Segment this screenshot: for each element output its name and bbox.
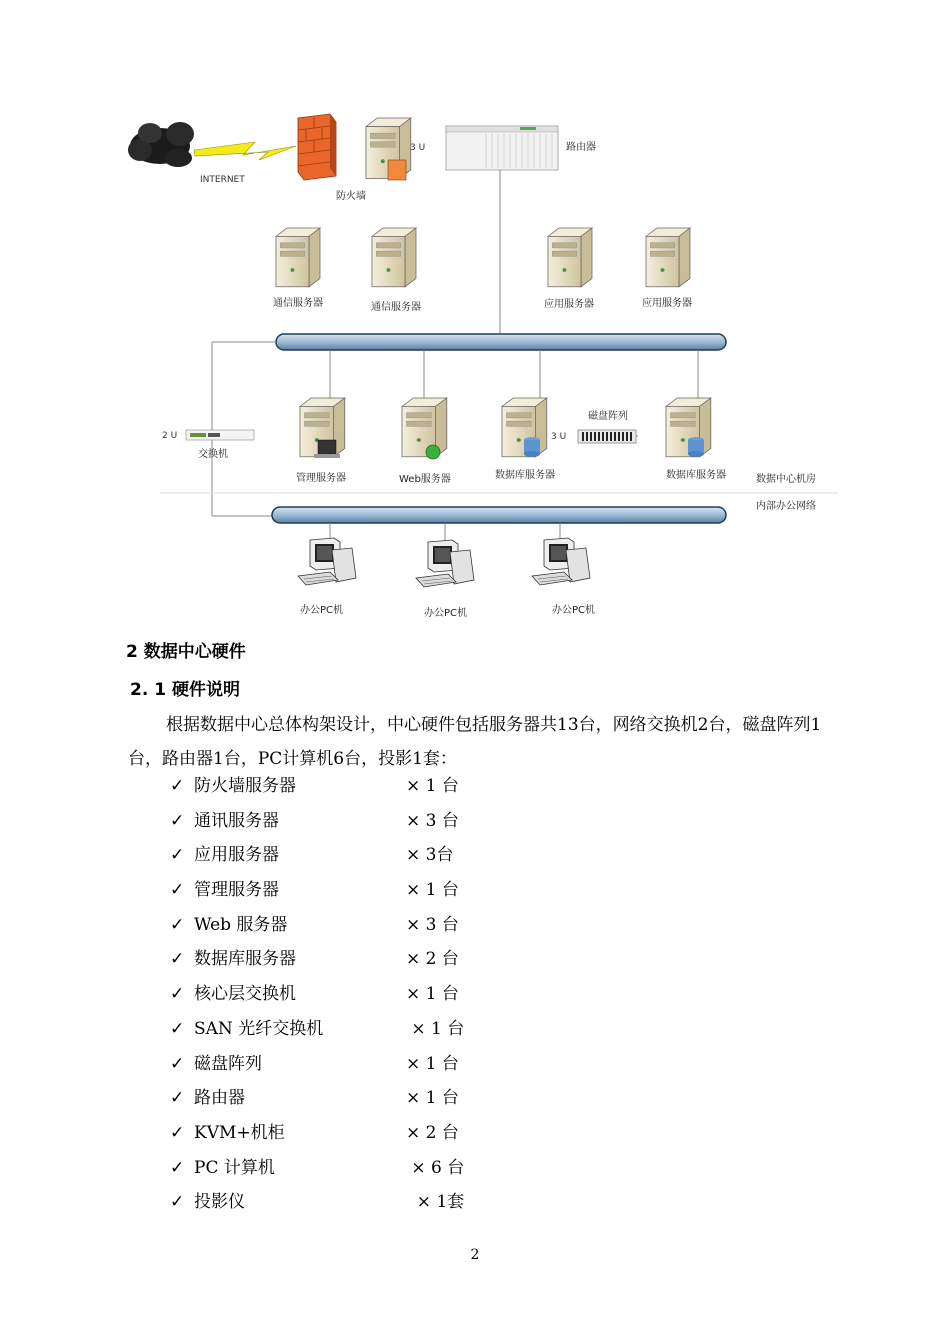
check-icon: ✓	[170, 845, 185, 866]
item-qty: × 1 台	[406, 984, 459, 1005]
pc-2-icon	[416, 540, 474, 587]
item-qty: × 2 台	[406, 949, 459, 970]
disk-array-icon	[578, 430, 636, 443]
pc-2-label: 办公PC机	[424, 608, 468, 619]
list-item	[170, 1151, 510, 1186]
item-qty: × 1 台	[406, 880, 459, 901]
list-item	[170, 838, 510, 873]
firewall-server-icon	[366, 118, 411, 180]
hardware-list	[170, 769, 510, 1220]
item-qty: × 6 台	[406, 1157, 465, 1178]
list-item	[170, 1012, 510, 1047]
comm-server-1-label: 通信服务器	[273, 298, 323, 309]
web-server-label: Web服务器	[399, 474, 451, 485]
office-network-bus	[272, 507, 726, 523]
item-qty: × 1 台	[406, 776, 459, 796]
item-name: 路由器	[194, 1088, 245, 1109]
server-3u-label: 3 U	[410, 143, 426, 153]
mgmt-server-label: 管理服务器	[296, 473, 346, 484]
internet-cloud-icon	[128, 122, 194, 167]
item-name: PC 计算机	[194, 1157, 275, 1178]
list-item	[170, 1081, 510, 1116]
network-topology-diagram	[0, 0, 950, 630]
check-icon: ✓	[170, 1018, 185, 1039]
app-server-2-icon	[646, 228, 690, 287]
router-icon	[446, 126, 558, 170]
pc-3-label: 办公PC机	[552, 605, 596, 616]
item-qty: × 3 台	[406, 810, 459, 831]
check-icon: ✓	[170, 880, 185, 901]
list-item	[170, 769, 510, 804]
item-name: 通讯服务器	[194, 810, 279, 831]
check-icon: ✓	[170, 1053, 185, 1074]
item-qty: × 1 台	[406, 1018, 465, 1039]
disk-array-3u-label: 3 U	[551, 432, 567, 442]
item-name: Web 服务器	[194, 914, 288, 935]
section-heading: 2 数据中心硬件	[126, 642, 246, 662]
app-server-1-icon	[548, 228, 592, 287]
item-qty: × 3台	[406, 845, 454, 866]
check-icon: ✓	[170, 984, 185, 1005]
check-icon: ✓	[170, 914, 185, 935]
disk-array-label: 磁盘阵列	[588, 411, 628, 422]
page-number: 2	[470, 1247, 480, 1263]
switch-icon	[186, 430, 254, 440]
item-name: KVM+机柜	[194, 1122, 285, 1143]
subsection-heading: 2. 1 硬件说明	[130, 680, 240, 700]
intro-paragraph: 根据数据中心总体构架设计，中心硬件包括服务器共13台，网络交换机2台，磁盘阵列1台，路由器1台，PC计算机6台，投影1套：	[128, 715, 822, 769]
list-item	[170, 908, 510, 943]
item-name: 数据库服务器	[194, 949, 296, 970]
item-name: 应用服务器	[194, 845, 279, 866]
item-qty: × 1套	[406, 1192, 465, 1213]
zone-datacenter-label: 数据中心机房	[756, 474, 816, 485]
item-name: 管理服务器	[194, 880, 279, 901]
item-name: 磁盘阵列	[194, 1053, 262, 1074]
item-qty: × 2 台	[406, 1122, 459, 1143]
switch-label: 交换机	[198, 449, 228, 460]
check-icon: ✓	[170, 1088, 185, 1109]
item-qty: × 1 台	[406, 1053, 459, 1074]
db-server-2-icon	[666, 398, 711, 457]
pc-3-icon	[532, 538, 590, 585]
list-item	[170, 873, 510, 908]
check-icon: ✓	[170, 1122, 185, 1143]
pc-1-icon	[298, 538, 356, 585]
firewall-label: 防火墙	[336, 191, 366, 202]
item-name: SAN 光纤交换机	[194, 1018, 324, 1039]
app-server-2-label: 应用服务器	[642, 298, 692, 309]
item-qty: × 1 台	[406, 1088, 459, 1109]
item-name: 防火墙服务器	[194, 776, 296, 796]
switch-2u-label: 2 U	[162, 431, 178, 441]
app-server-1-label: 应用服务器	[544, 299, 594, 310]
check-icon: ✓	[170, 1157, 185, 1178]
mgmt-server-icon	[300, 398, 345, 458]
web-server-icon	[402, 398, 447, 459]
list-item	[170, 942, 510, 977]
firewall-icon	[298, 114, 336, 180]
db-server-1-icon	[502, 398, 547, 457]
comm-server-2-label: 通信服务器	[371, 302, 421, 313]
pc-1-label: 办公PC机	[300, 605, 344, 616]
check-icon: ✓	[170, 776, 185, 796]
router-label: 路由器	[566, 142, 596, 153]
zone-office-label: 内部办公网络	[756, 501, 816, 512]
item-qty: × 3 台	[406, 914, 459, 935]
core-network-bus	[276, 334, 726, 350]
db-server-1-label: 数据库服务器	[495, 470, 555, 481]
wan-lightning-icon	[194, 142, 296, 160]
comm-server-2-icon	[372, 228, 416, 287]
list-item	[170, 1185, 510, 1220]
item-name: 核心层交换机	[194, 984, 296, 1005]
check-icon: ✓	[170, 949, 185, 970]
list-item	[170, 977, 510, 1012]
list-item	[170, 1116, 510, 1151]
internet-label: INTERNET	[200, 175, 245, 185]
comm-server-1-icon	[276, 228, 320, 287]
list-item	[170, 1047, 510, 1082]
item-name: 投影仪	[194, 1192, 245, 1213]
db-server-2-label: 数据库服务器	[666, 470, 726, 481]
list-item	[170, 804, 510, 839]
check-icon: ✓	[170, 810, 185, 831]
check-icon: ✓	[170, 1192, 185, 1213]
